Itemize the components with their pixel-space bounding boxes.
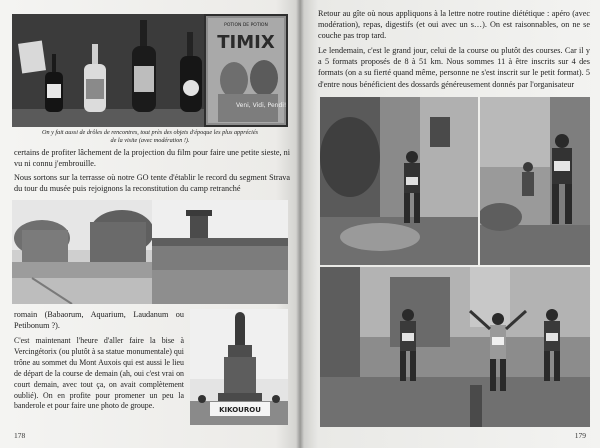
roman-camp-photo (12, 200, 152, 304)
magazine-header: POTION DE POTION (224, 23, 268, 28)
right-paragraph-2: Le lendemain, c'est le grand jour, celui de la course ou plutôt des courses. Car il y a 5 formats proposés de 8 à 51 km. Nous sommes 11 à être inscrits sur 4 des formats (on a su fierté quand même, personne ne s'est inscrit sur le petit format). 5 d'entre nous bénéficient des dossards généreusement donnés par l'organisateur (318, 46, 590, 89)
left-page-number: 178 (14, 431, 26, 440)
right-page (300, 0, 600, 448)
runners-street-photo-1 (320, 97, 478, 265)
right-paragraph-1: Retour au gîte où nous appliquons à la lettre notre routine diététique : apéro (avec modération), repas, digestifs (et oui avec un s…). On est raisonnables, on ne se couche pas trop tard. (318, 9, 590, 41)
runners-street-photo-2 (480, 97, 590, 265)
left-paragraph-3: romain (Babaorum, Aquarium, Laudanum ou Petibonum ?). (14, 310, 184, 331)
kikourou-banner: KIKOUROU (219, 406, 261, 414)
magazine-tagline: Veni, Vidi, Pendi! (236, 102, 287, 109)
watchtower-photo (152, 200, 288, 304)
left-paragraph-1: certains de profiter lâchement de la projection du film pour faire une petite sieste, ni vu ni connu j'embrouille. (14, 148, 290, 169)
left-paragraph-2: Nous sortons sur la terrasse où notre GO tente d'établir le record du segment Strava du tour du musée puis rejoignons la reconstitution du camp retranché (14, 173, 290, 194)
photo-caption: On y fait aussi de drôles de rencontres, tout près des objets d'époque les plus appréciés de la visite (avec modération !). (41, 129, 259, 144)
vercingetorix-statue-photo (190, 309, 288, 425)
bottles-magazine-photo (12, 14, 288, 127)
book-gutter (296, 0, 304, 448)
magazine-title: TIMIX (217, 32, 275, 53)
left-paragraph-4: C'est maintenant l'heure d'aller faire la bise à Vercingétorix (ou plutôt à sa statue monumentale) qui trône au sommet du Mont Auxois qui est aussi le lieu de départ de la course de demain (ah, oui c'est vrai on court demain, avec tout ça, on avait complètement oublié). On en profite pour promener un peu la banderole et pour faire une photo de groupe. (14, 336, 184, 411)
right-page-number: 179 (574, 431, 586, 440)
runners-street-photo-3 (320, 267, 590, 427)
